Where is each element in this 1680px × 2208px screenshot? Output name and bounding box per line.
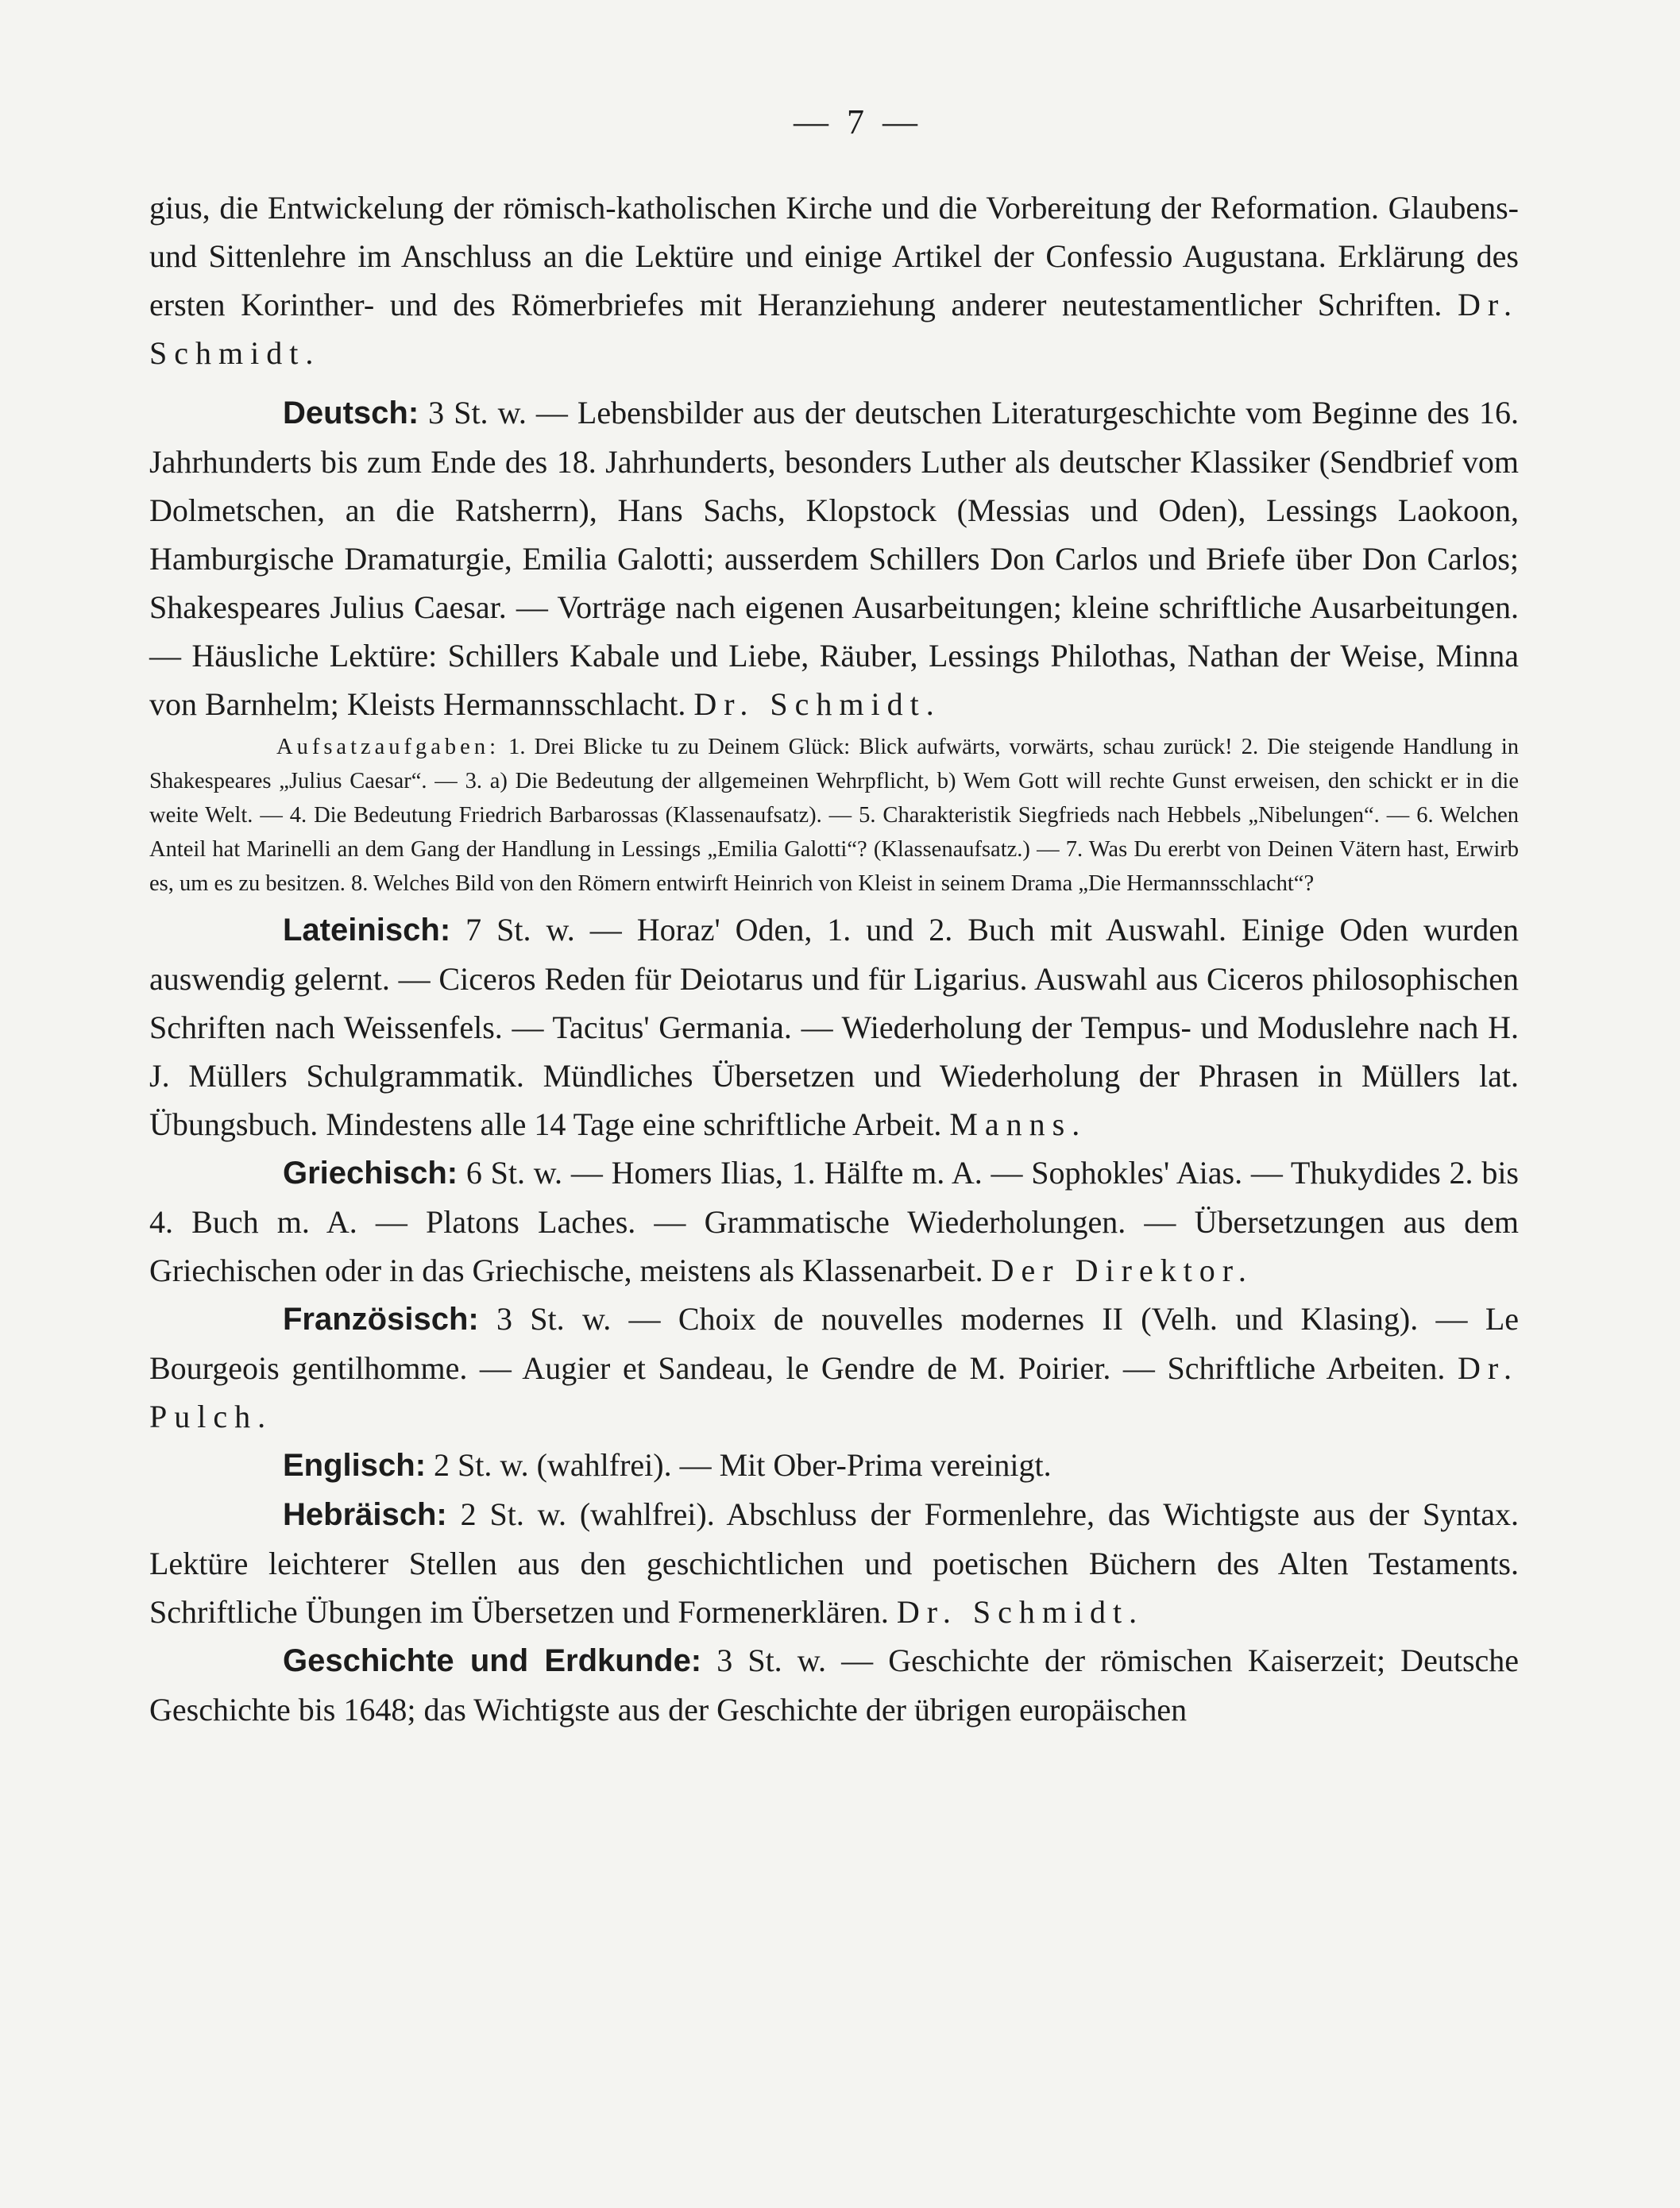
franzoesisch-teacher: Dr. Pulch. (149, 1350, 1519, 1434)
griechisch-heading: Griechisch: (283, 1156, 458, 1191)
griechisch-teacher: Der Direktor. (991, 1253, 1253, 1288)
lateinisch-heading: Lateinisch: (283, 913, 451, 948)
englisch-paragraph (149, 1441, 1519, 1490)
deutsch-teacher: Dr. Schmidt. (693, 686, 941, 722)
lateinisch-paragraph (149, 905, 1519, 1148)
hebraeisch-teacher: Dr. Schmidt. (896, 1594, 1145, 1630)
geschichte-heading: Geschichte und Erdkunde: (283, 1643, 702, 1678)
hebraeisch-heading: Hebräisch: (283, 1497, 447, 1532)
griechisch-paragraph (149, 1148, 1519, 1295)
deutsch-heading: Deutsch: (283, 396, 419, 430)
hebraeisch-paragraph (149, 1490, 1519, 1636)
hebraeisch-text: 2 St. w. (wahlfrei). Abschluss der Formenlehre, das Wichtigste aus der Syntax. Lektüre leichterer Stellen aus den geschichtlichen und poetischen Büchern des Alten Testaments. Schriftliche Übungen im Übersetzen und Formenerklären. (149, 1496, 1520, 1630)
aufsatz-label: Aufsatzaufgaben: (276, 735, 500, 759)
page-number: — 7 — (794, 102, 922, 141)
griechisch-text: 6 St. w. — Homers Ilias, 1. Hälfte m. A. — Sophokles' Aias. — Thukydides 2. bis 4. Buch m. A. — Platons Laches. — Grammatische Wiederholungen. — Übersetzungen aus dem Griechischen oder in das Griechische, meistens als Klassenarbeit. (149, 1155, 1520, 1288)
aufsatz-text: 1. Drei Blicke tu zu Deinem Glück: Blick aufwärts, vorwärts, schau zurück! 2. Die steigende Handlung in Shakespeares „Julius Caesar“. — 3. a) Die Bedeutung der allgemeinen Wehrpflicht, b) Wem Gott will rechte Gunst erweisen, den schickt er in die weite Welt. — 4. Die Bedeutung Friedrich Barbarossas (Klassenaufsatz). — 5. Charakteristik Siegfrieds nach Hebbels „Nibelungen“. — 6. Welchen Anteil hat Marinelli an dem Gang der Handlung in Lessings „Emilia Galotti“? (Klassenaufsatz.) — 7. Was Du ererbt von Deinen Vätern hast, Erwirb es, um es zu besitzen. 8. Welches Bild von den Römern entwirft Heinrich von Kleist in seinem Drama „Die Hermannsschlacht“? (149, 735, 1520, 896)
franzoesisch-paragraph (149, 1295, 1519, 1441)
englisch-heading: Englisch: (283, 1448, 427, 1483)
englisch-text: 2 St. w. (wahlfrei). — Mit Ober-Prima vereinigt. (434, 1447, 1052, 1483)
religion-paragraph (149, 183, 1519, 377)
geschichte-paragraph (149, 1636, 1519, 1734)
deutsch-text: 3 St. w. — Lebensbilder aus der deutschen Literaturgeschichte vom Beginne des 16. Jahrhunderts bis zum Ende des 18. Jahrhunderts, besonders Luther als deutscher Klassiker (Sendbrief vom Dolmetschen, an die Ratsherrn), Hans Sachs, Klopstock (Messias und Oden), Lessings Laokoon, Hamburgische Dramaturgie, Emilia Galotti; ausserdem Schillers Don Carlos und Briefe über Don Carlos; Shakespeares Julius Caesar. — Vorträge nach eigenen Ausarbeitungen; kleine schriftliche Ausarbeitungen. — Häusliche Lektüre: Schillers Kabale und Liebe, Räuber, Lessings Philothas, Nathan der Weise, Minna von Barnhelm; Kleists Hermannsschlacht. (149, 395, 1519, 722)
franzoesisch-text: 3 St. w. — Choix de nouvelles modernes II (Velh. und Klasing). — Le Bourgeois gentilhomme. — Augier et Sandeau, le Gendre de M. Poirier. — Schriftliche Arbeiten. (149, 1301, 1519, 1386)
geschichte-text: 3 St. w. — Geschichte der römischen Kaiserzeit; Deutsche Geschichte bis 1648; das Wichtigste aus der Geschichte der übrigen europäischen (149, 1642, 1520, 1727)
lateinisch-text: 7 St. w. — Horaz' Oden, 1. und 2. Buch mit Auswahl. Einige Oden wurden auswendig gelernt. — Ciceros Reden für Deiotarus und für Ligarius. Auswahl aus Ciceros philosophischen Schriften nach Weissenfels. — Tacitus' Germania. — Wiederholung der Tempus- und Moduslehre nach H. J. Müllers Schulgrammatik. Mündliches Übersetzen und Wiederholung der Phrasen in Müllers lat. Übungsbuch. Mindestens alle 14 Tage eine schriftliche Arbeit. (149, 912, 1520, 1142)
religion-teacher: Dr. Schmidt. (149, 287, 1520, 371)
lateinisch-teacher: Manns. (949, 1106, 1087, 1142)
deutsch-paragraph (149, 388, 1519, 728)
religion-text: gius, die Entwickelung der römisch-katholischen Kirche und die Vorbereitung der Reformation. Glaubens- und Sittenlehre im Anschluss an die Lektüre und einige Artikel der Confessio Augustana. Erklärung des ersten Korinther- und des Römerbriefes mit Heranziehung anderer neutestamentlicher Schriften. (149, 190, 1519, 322)
aufsatz-paragraph (149, 730, 1519, 901)
franzoesisch-heading: Französisch: (283, 1302, 479, 1337)
